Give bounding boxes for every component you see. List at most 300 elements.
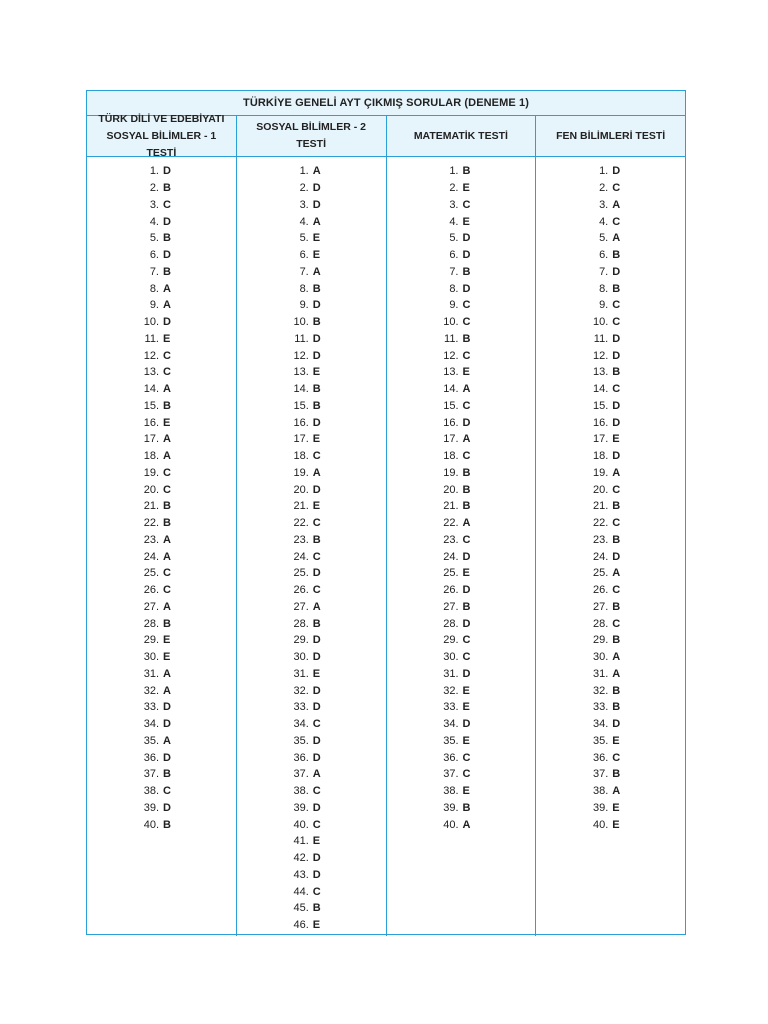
question-number: 29. xyxy=(293,634,309,647)
answer-row xyxy=(387,230,536,247)
column-header xyxy=(535,116,685,156)
question-number: 7. xyxy=(299,265,309,278)
answer-row xyxy=(87,733,236,750)
answer-row xyxy=(536,498,685,515)
question-number: 16. xyxy=(443,416,459,429)
question-number: 26. xyxy=(443,584,459,597)
answer-letter: C xyxy=(312,517,321,530)
answer-row xyxy=(237,599,386,616)
question-number: 39. xyxy=(443,801,459,814)
answer-row xyxy=(87,163,236,180)
question-number: 18. xyxy=(143,450,159,463)
answer-letter: C xyxy=(612,483,621,496)
answer-row xyxy=(387,783,536,800)
question-number: 30. xyxy=(443,651,459,664)
answer-letter: A xyxy=(612,785,621,798)
question-number: 40. xyxy=(293,818,309,831)
question-number: 34. xyxy=(293,718,309,731)
question-number: 20. xyxy=(592,483,609,496)
answer-row xyxy=(87,364,236,381)
question-number: 38. xyxy=(143,785,159,798)
answer-letter: B xyxy=(163,232,171,245)
answer-row xyxy=(87,314,236,331)
answer-row xyxy=(87,431,236,448)
question-number: 38. xyxy=(293,785,309,798)
answer-row xyxy=(87,682,236,699)
answer-row xyxy=(536,364,685,381)
question-number: 24. xyxy=(443,550,459,563)
answer-row xyxy=(87,347,236,364)
question-number: 23. xyxy=(143,533,159,546)
answer-letter: E xyxy=(163,634,171,647)
answer-row xyxy=(536,716,685,733)
question-number: 14. xyxy=(293,383,309,396)
answer-row xyxy=(237,699,386,716)
answer-letter: B xyxy=(312,617,321,630)
answer-row xyxy=(387,213,536,230)
question-number: 9. xyxy=(149,299,159,312)
answer-letter: D xyxy=(462,550,471,563)
answer-row xyxy=(87,448,236,465)
answer-letter: C xyxy=(612,299,621,312)
answer-letter: D xyxy=(612,332,621,345)
answer-row xyxy=(87,247,236,264)
answer-letter: D xyxy=(312,852,321,865)
answer-letter: B xyxy=(462,483,471,496)
answer-letter: B xyxy=(612,600,621,613)
answer-row xyxy=(237,649,386,666)
answer-letter: A xyxy=(163,734,171,747)
answer-row xyxy=(536,264,685,281)
answer-row xyxy=(536,632,685,649)
question-number: 37. xyxy=(293,768,309,781)
answer-row xyxy=(387,649,536,666)
answer-row xyxy=(536,783,685,800)
answer-row xyxy=(387,448,536,465)
answer-letter: B xyxy=(312,533,321,546)
question-number: 26. xyxy=(592,584,609,597)
question-number: 4. xyxy=(449,215,459,228)
question-number: 13. xyxy=(443,366,459,379)
answer-letter: A xyxy=(312,466,321,479)
answer-letter: D xyxy=(163,701,171,714)
answer-letter: D xyxy=(312,198,321,211)
answer-row xyxy=(536,414,685,431)
question-number: 19. xyxy=(293,466,309,479)
answer-row xyxy=(387,364,536,381)
answer-row xyxy=(237,867,386,884)
question-number: 6. xyxy=(599,249,609,262)
answer-row xyxy=(387,632,536,649)
answer-letter: D xyxy=(462,282,471,295)
answer-letter: D xyxy=(312,701,321,714)
answer-letter: D xyxy=(163,215,171,228)
answer-letter: A xyxy=(163,282,171,295)
answer-row xyxy=(536,800,685,817)
answer-row xyxy=(536,749,685,766)
answer-letter: E xyxy=(462,366,470,379)
question-number: 17. xyxy=(143,433,159,446)
answer-row xyxy=(87,632,236,649)
question-number: 35. xyxy=(592,734,609,747)
answer-row xyxy=(536,649,685,666)
answer-letter: C xyxy=(163,785,171,798)
question-number: 40. xyxy=(143,818,159,831)
answer-row xyxy=(237,783,386,800)
answer-letter: C xyxy=(612,617,621,630)
question-number: 2. xyxy=(299,182,309,195)
answer-letter: B xyxy=(462,600,471,613)
question-number: 44. xyxy=(293,885,309,898)
answer-letter: E xyxy=(163,651,171,664)
answer-row xyxy=(237,230,386,247)
question-number: 10. xyxy=(443,316,459,329)
question-number: 39. xyxy=(592,801,609,814)
column-header-line: SOSYAL BİLİMLER - 1 TESTİ xyxy=(106,129,217,159)
question-number: 46. xyxy=(293,919,309,932)
answer-row xyxy=(87,481,236,498)
answer-letter: A xyxy=(163,450,171,463)
question-number: 9. xyxy=(449,299,459,312)
answer-letter: C xyxy=(163,483,171,496)
answer-row xyxy=(237,582,386,599)
answer-letter: D xyxy=(612,416,621,429)
question-number: 8. xyxy=(599,282,609,295)
question-number: 4. xyxy=(599,215,609,228)
question-number: 25. xyxy=(443,567,459,580)
question-number: 3. xyxy=(149,198,159,211)
question-number: 30. xyxy=(592,651,609,664)
question-number: 1. xyxy=(149,165,159,178)
question-number: 17. xyxy=(443,433,459,446)
question-number: 6. xyxy=(299,249,309,262)
question-number: 20. xyxy=(143,483,159,496)
question-number: 16. xyxy=(293,416,309,429)
answer-letter: D xyxy=(612,718,621,731)
answer-letter: C xyxy=(312,718,321,731)
answer-letter: B xyxy=(612,701,621,714)
answer-letter: B xyxy=(163,617,171,630)
answer-letter: A xyxy=(312,215,321,228)
answer-letter: D xyxy=(462,584,471,597)
question-number: 13. xyxy=(592,366,609,379)
question-number: 19. xyxy=(143,466,159,479)
answer-letter: B xyxy=(312,383,321,396)
column-header-line: SOSYAL BİLİMLER - 2 xyxy=(256,121,366,133)
answer-letter: D xyxy=(312,751,321,764)
answer-letter: D xyxy=(163,249,171,262)
question-number: 40. xyxy=(592,818,609,831)
question-number: 12. xyxy=(143,349,159,362)
answer-row xyxy=(387,682,536,699)
answer-row xyxy=(237,264,386,281)
answer-row xyxy=(387,197,536,214)
answer-letter: C xyxy=(462,768,471,781)
answer-row xyxy=(387,180,536,197)
answer-letter: A xyxy=(612,651,621,664)
answer-letter: D xyxy=(312,651,321,664)
question-number: 2. xyxy=(149,182,159,195)
question-number: 41. xyxy=(293,835,309,848)
answer-row xyxy=(237,213,386,230)
answer-letter: D xyxy=(612,165,621,178)
question-number: 22. xyxy=(443,517,459,530)
answer-letter: B xyxy=(612,500,621,513)
answer-letter: D xyxy=(312,734,321,747)
answer-row xyxy=(237,850,386,867)
answer-letter: D xyxy=(612,550,621,563)
answer-letter: A xyxy=(163,299,171,312)
answer-letter: A xyxy=(612,466,621,479)
question-number: 29. xyxy=(443,634,459,647)
question-number: 16. xyxy=(592,416,609,429)
answer-row xyxy=(237,448,386,465)
answer-letter: C xyxy=(462,651,471,664)
question-number: 27. xyxy=(443,600,459,613)
answer-row xyxy=(387,599,536,616)
question-number: 29. xyxy=(143,634,159,647)
answer-letter: C xyxy=(462,751,471,764)
answer-row xyxy=(87,297,236,314)
question-number: 17. xyxy=(293,433,309,446)
question-number: 14. xyxy=(143,383,159,396)
answer-letter: D xyxy=(312,684,321,697)
question-number: 21. xyxy=(293,500,309,513)
answer-row xyxy=(536,247,685,264)
answer-letter: D xyxy=(312,182,321,195)
answer-letter: C xyxy=(612,751,621,764)
question-number: 18. xyxy=(592,450,609,463)
answer-letter: B xyxy=(312,902,321,915)
answer-letter: A xyxy=(612,567,621,580)
answer-letter: A xyxy=(312,600,321,613)
question-number: 27. xyxy=(293,600,309,613)
answer-row xyxy=(237,565,386,582)
answer-letter: B xyxy=(462,466,471,479)
answer-row xyxy=(387,431,536,448)
question-number: 30. xyxy=(293,651,309,664)
answer-row xyxy=(237,833,386,850)
answer-letter: C xyxy=(163,567,171,580)
answer-letter: A xyxy=(312,165,321,178)
answer-letter: C xyxy=(163,349,171,362)
question-number: 22. xyxy=(293,517,309,530)
answer-letter: E xyxy=(312,919,321,932)
answer-row xyxy=(237,481,386,498)
column-header-line: TESTİ xyxy=(296,138,326,150)
answer-letter: C xyxy=(462,316,471,329)
question-number: 23. xyxy=(293,533,309,546)
answer-letter: A xyxy=(312,265,321,278)
question-number: 20. xyxy=(443,483,459,496)
answer-letter: E xyxy=(462,567,470,580)
question-number: 39. xyxy=(143,801,159,814)
question-number: 2. xyxy=(449,182,459,195)
question-number: 14. xyxy=(592,383,609,396)
question-number: 12. xyxy=(293,349,309,362)
answer-row xyxy=(87,716,236,733)
answer-letter: E xyxy=(612,734,620,747)
question-number: 45. xyxy=(293,902,309,915)
answer-row xyxy=(387,565,536,582)
question-number: 19. xyxy=(592,466,609,479)
answer-letter: A xyxy=(163,433,171,446)
answer-letter: C xyxy=(612,215,621,228)
question-number: 15. xyxy=(592,399,609,412)
answer-letter: A xyxy=(163,667,171,680)
answer-letter: D xyxy=(612,349,621,362)
answer-letter: B xyxy=(312,399,321,412)
question-number: 33. xyxy=(443,701,459,714)
answer-row xyxy=(237,900,386,917)
question-number: 18. xyxy=(443,450,459,463)
question-number: 28. xyxy=(293,617,309,630)
question-number: 18. xyxy=(293,450,309,463)
answer-letter: E xyxy=(462,182,470,195)
answer-letter: A xyxy=(312,768,321,781)
question-number: 21. xyxy=(443,500,459,513)
answer-letter: D xyxy=(312,567,321,580)
answer-row xyxy=(87,816,236,833)
answer-letter: D xyxy=(312,349,321,362)
answer-row xyxy=(387,766,536,783)
answer-letter: B xyxy=(462,332,471,345)
answer-row xyxy=(387,515,536,532)
answer-row xyxy=(536,280,685,297)
question-number: 31. xyxy=(592,667,609,680)
answer-letter: C xyxy=(312,450,321,463)
answer-row xyxy=(237,280,386,297)
answer-column xyxy=(386,157,536,936)
answer-row xyxy=(387,347,536,364)
answer-letter: B xyxy=(163,818,171,831)
question-number: 19. xyxy=(443,466,459,479)
answer-row xyxy=(87,180,236,197)
answer-row xyxy=(536,733,685,750)
answer-letter: A xyxy=(163,550,171,563)
answer-letter: C xyxy=(312,885,321,898)
answer-letter: A xyxy=(462,818,471,831)
question-number: 22. xyxy=(143,517,159,530)
answer-letter: C xyxy=(462,299,471,312)
question-number: 32. xyxy=(143,684,159,697)
answer-row xyxy=(536,163,685,180)
answer-letter: D xyxy=(612,450,621,463)
answer-row xyxy=(87,615,236,632)
question-number: 22. xyxy=(592,517,609,530)
answer-row xyxy=(387,264,536,281)
answer-columns xyxy=(87,157,685,936)
answer-row xyxy=(387,615,536,632)
answer-letter: C xyxy=(163,584,171,597)
answer-row xyxy=(536,682,685,699)
answer-letter: B xyxy=(462,500,471,513)
question-number: 11. xyxy=(593,332,609,345)
question-number: 11. xyxy=(294,332,309,345)
answer-row xyxy=(536,816,685,833)
answer-row xyxy=(87,331,236,348)
answer-letter: C xyxy=(462,450,471,463)
answer-row xyxy=(536,230,685,247)
answer-row xyxy=(536,197,685,214)
answer-row xyxy=(536,347,685,364)
question-number: 1. xyxy=(449,165,459,178)
answer-letter: A xyxy=(163,600,171,613)
answer-row xyxy=(237,364,386,381)
answer-row xyxy=(237,766,386,783)
answer-letter: D xyxy=(462,718,471,731)
answer-row xyxy=(237,515,386,532)
answer-row xyxy=(87,783,236,800)
answer-row xyxy=(237,247,386,264)
question-number: 9. xyxy=(599,299,609,312)
answer-row xyxy=(237,197,386,214)
answer-row xyxy=(387,582,536,599)
answer-letter: A xyxy=(163,533,171,546)
question-number: 15. xyxy=(293,399,309,412)
answer-row xyxy=(387,800,536,817)
question-number: 27. xyxy=(592,600,609,613)
question-number: 11. xyxy=(444,332,459,345)
answer-row xyxy=(87,213,236,230)
column-headers xyxy=(87,112,685,159)
answer-row xyxy=(237,297,386,314)
answer-letter: B xyxy=(612,366,621,379)
answer-letter: C xyxy=(163,466,171,479)
answer-letter: C xyxy=(312,550,321,563)
answer-row xyxy=(536,615,685,632)
answer-letter: A xyxy=(163,684,171,697)
answer-letter: C xyxy=(462,533,471,546)
question-number: 5. xyxy=(599,232,609,245)
answer-key-table xyxy=(86,90,686,935)
answer-row xyxy=(387,163,536,180)
answer-letter: C xyxy=(612,316,621,329)
question-number: 33. xyxy=(592,701,609,714)
answer-letter: D xyxy=(312,801,321,814)
answer-letter: E xyxy=(312,835,321,848)
question-number: 27. xyxy=(143,600,159,613)
question-number: 28. xyxy=(143,617,159,630)
answer-letter: D xyxy=(163,165,171,178)
answer-row xyxy=(237,716,386,733)
column-header xyxy=(236,116,386,156)
answer-letter: E xyxy=(462,684,470,697)
answer-row xyxy=(387,247,536,264)
answer-row xyxy=(536,532,685,549)
answer-row xyxy=(387,498,536,515)
answer-row xyxy=(87,565,236,582)
question-number: 5. xyxy=(449,232,459,245)
answer-letter: C xyxy=(462,634,471,647)
answer-row xyxy=(237,632,386,649)
question-number: 9. xyxy=(299,299,309,312)
question-number: 31. xyxy=(443,667,459,680)
question-number: 36. xyxy=(592,751,609,764)
answer-letter: C xyxy=(312,584,321,597)
answer-letter: B xyxy=(163,517,171,530)
answer-row xyxy=(237,733,386,750)
answer-row xyxy=(237,548,386,565)
question-number: 2. xyxy=(599,182,609,195)
question-number: 3. xyxy=(599,198,609,211)
answer-letter: B xyxy=(462,265,471,278)
answer-column xyxy=(236,157,386,936)
question-number: 37. xyxy=(592,768,609,781)
column-header-line: MATEMATİK TESTİ xyxy=(413,129,508,142)
answer-row xyxy=(387,733,536,750)
question-number: 28. xyxy=(592,617,609,630)
